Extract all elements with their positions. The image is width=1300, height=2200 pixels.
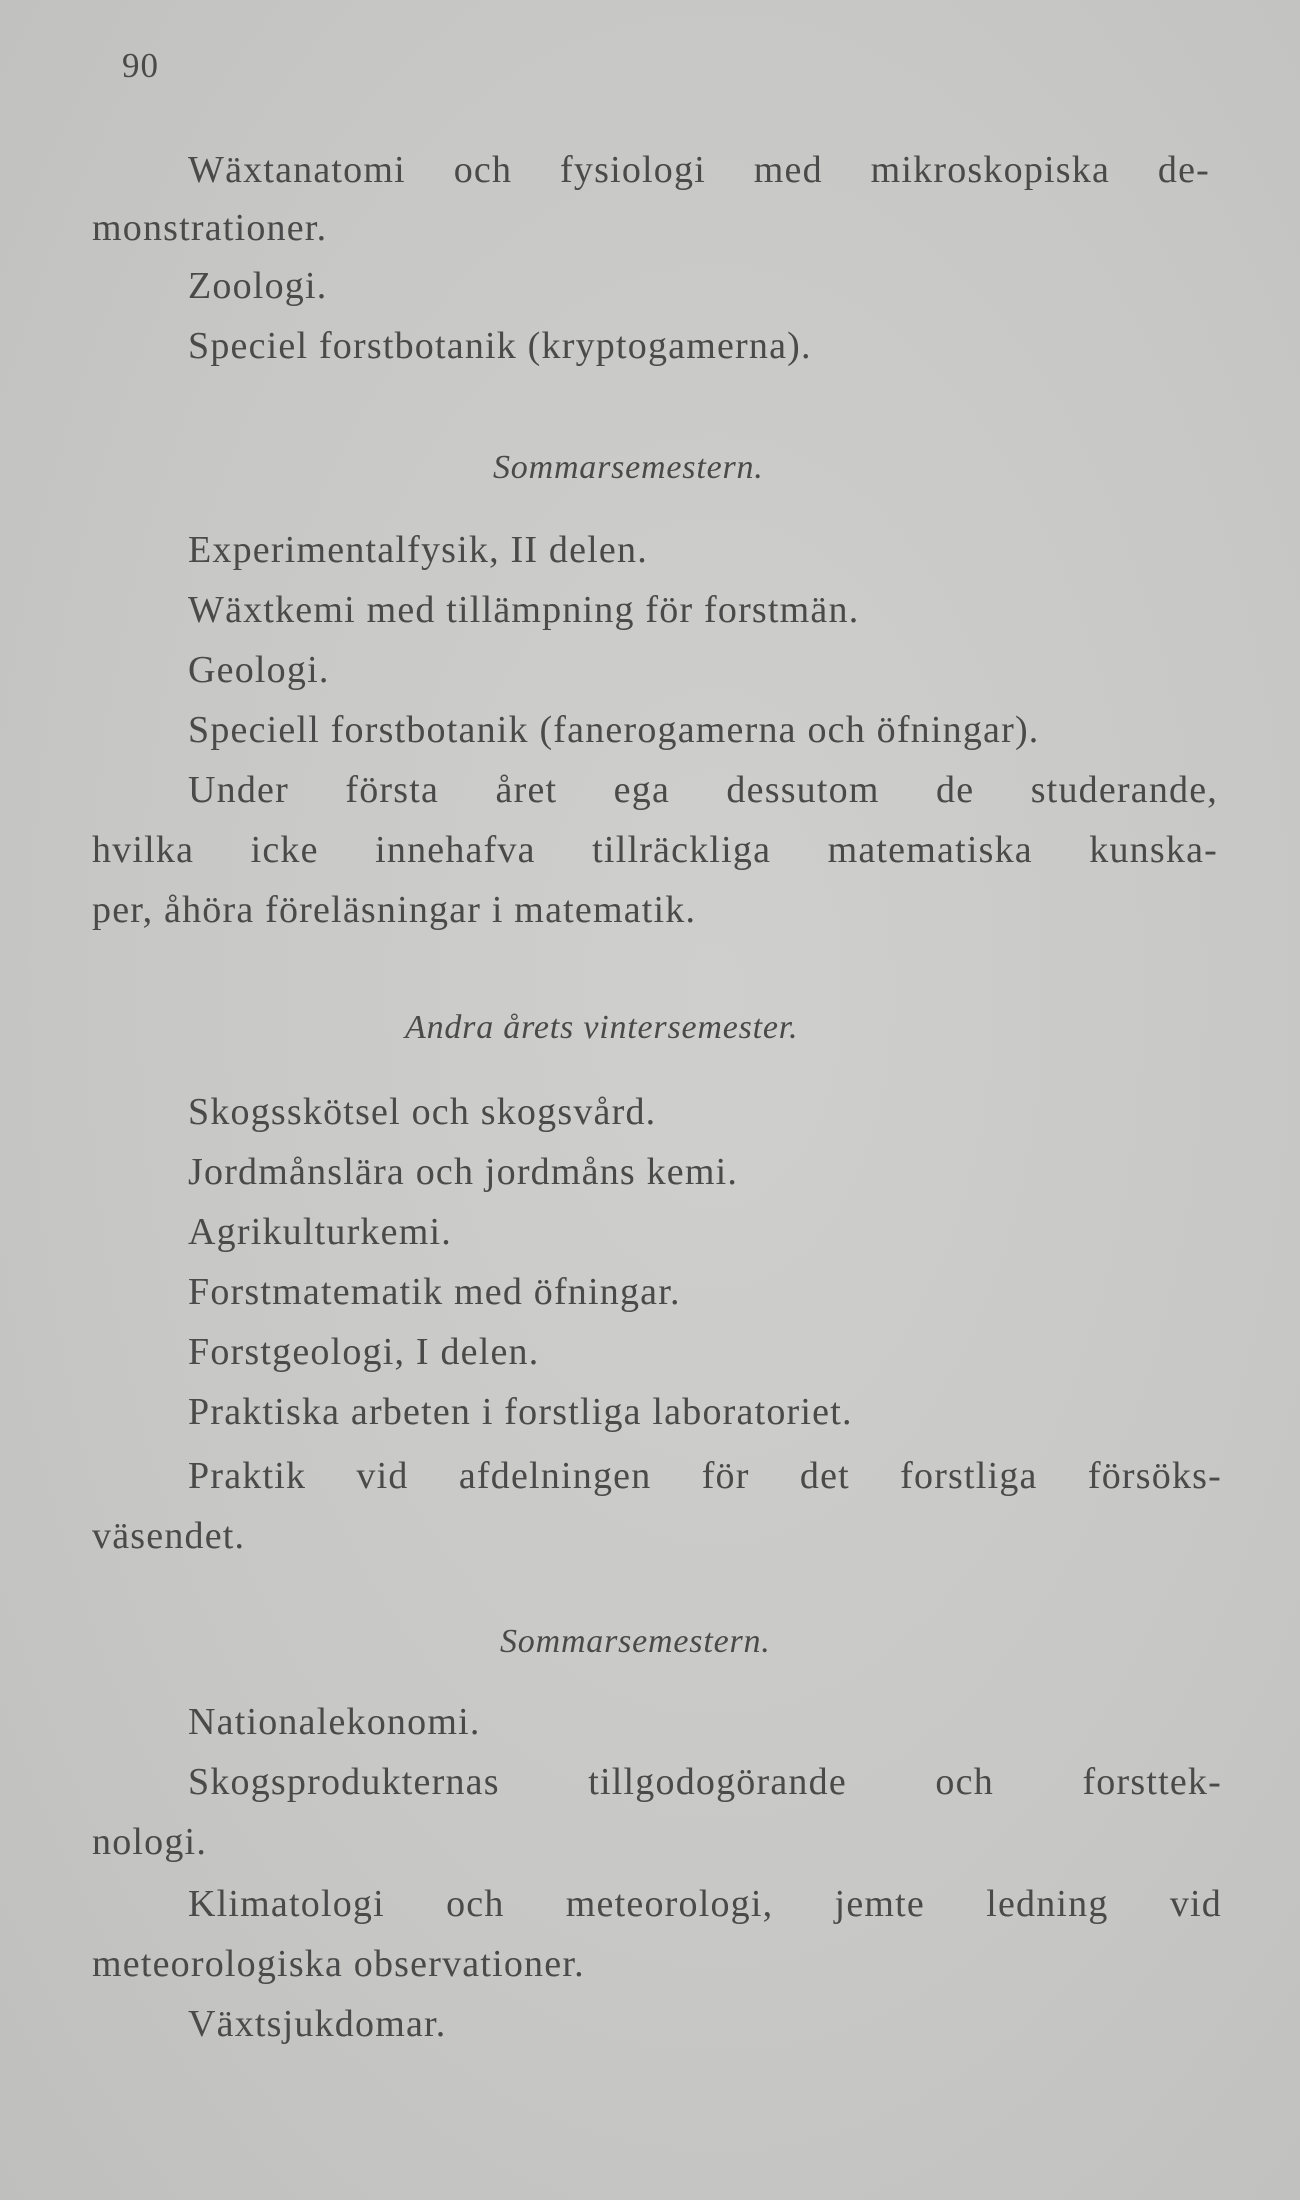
text-line: Experimentalfysik, II delen. xyxy=(188,529,648,571)
section-heading: Sommarsemestern. xyxy=(500,1623,771,1660)
text-line: väsendet. xyxy=(92,1515,246,1557)
text-line: Nationalekonomi. xyxy=(188,1701,481,1743)
text-line: Agrikulturkemi. xyxy=(188,1211,452,1253)
text-line: Klimatologi och meteorologi, jemte ledning vid xyxy=(188,1883,1222,1925)
text-line: Växtsjukdomar. xyxy=(188,2003,447,2045)
text-line: Forstmatematik med öfningar. xyxy=(188,1271,681,1313)
text-line: per, åhöra föreläsningar i matematik. xyxy=(92,889,697,931)
text-line: Zoologi. xyxy=(188,265,328,307)
section-heading: Andra årets vintersemester. xyxy=(405,1009,799,1046)
text-line: Skogsprodukternas tillgodogörande och forsttek- xyxy=(188,1761,1222,1803)
text-line: hvilka icke innehafva tillräckliga matematiska kunska- xyxy=(92,829,1218,871)
text-line: meteorologiska observationer. xyxy=(92,1943,585,1985)
section-heading: Sommarsemestern. xyxy=(493,449,764,486)
text-line: Praktiska arbeten i forstliga laboratoriet. xyxy=(188,1391,853,1433)
text-line: Geologi. xyxy=(188,649,330,691)
text-line: Forstgeologi, I delen. xyxy=(188,1331,540,1373)
text-line: nologi. xyxy=(92,1821,208,1863)
text-line: Jordmånslära och jordmåns kemi. xyxy=(188,1151,739,1193)
page-number: 90 xyxy=(122,46,159,85)
text-line: Skogsskötsel och skogsvård. xyxy=(188,1091,657,1133)
text-line: Wäxtkemi med tillämpning för forstmän. xyxy=(188,589,860,631)
text-line: Speciel forstbotanik (kryptogamerna). xyxy=(188,325,812,367)
text-line: Speciell forstbotanik (fanerogamerna och öfningar). xyxy=(188,709,1040,751)
text-line: Wäxtanatomi och fysiologi med mikroskopiska de- xyxy=(188,149,1210,191)
text-line: Under första året ega dessutom de studerande, xyxy=(188,769,1218,811)
text-line: monstrationer. xyxy=(92,207,328,249)
text-line: Praktik vid afdelningen för det forstliga försöks- xyxy=(188,1455,1222,1497)
